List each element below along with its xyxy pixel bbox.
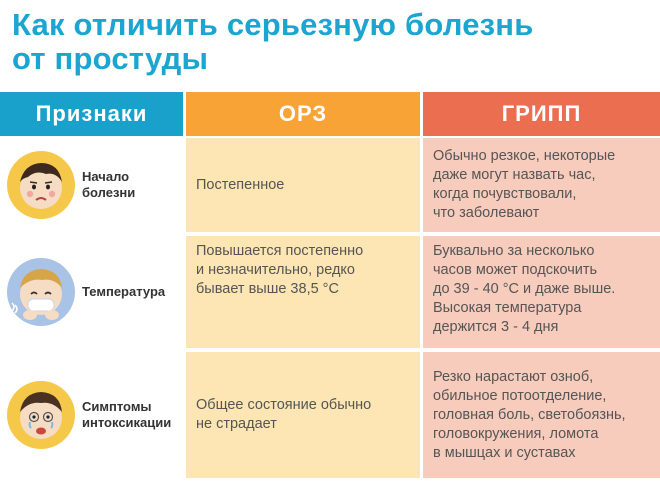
orz-text-line: Общее состояние обычно: [196, 397, 372, 413]
flu-text-line: обильное потоотделение,: [433, 387, 607, 404]
flu-cell: [423, 138, 660, 232]
table-row: [0, 138, 660, 232]
orz-text-line: бывает выше 38,5 °С: [196, 281, 339, 297]
flu-cell: [423, 236, 660, 348]
sign-cell: [0, 236, 183, 348]
comparison-table: [0, 92, 660, 486]
sign-cell: [0, 352, 183, 478]
orz-text-line: не страдает: [196, 416, 277, 432]
flu-text-line: даже могут назвать час,: [433, 167, 596, 183]
table-row: [0, 236, 660, 348]
sign-label: [82, 169, 135, 201]
flu-text-line: что заболевают: [433, 205, 540, 221]
flu-text-line: до 39 - 40 °С и даже выше.: [433, 281, 616, 297]
sign-label-line: Температура: [82, 284, 166, 299]
flu-text-line: головная боль, светобоязнь,: [433, 406, 626, 423]
orz-cell: [186, 352, 420, 478]
sick-child-face-icon: [6, 150, 76, 220]
table-row: [0, 352, 660, 478]
sign-label-line: болезни: [82, 185, 136, 200]
title-line-1: Как отличить серьезную болезнь: [12, 7, 534, 42]
flu-text-line: головокружения, ломота: [433, 425, 599, 442]
flu-text-line: Буквально за несколько: [433, 243, 595, 259]
title-line-2: от простуды: [12, 41, 209, 76]
sign-label-line: Начало: [82, 169, 130, 184]
flu-text-line: в мышцах и суставах: [433, 444, 576, 461]
flu-text-line: Обычно резкое, некоторые: [433, 148, 616, 164]
orz-cell: [186, 138, 420, 232]
flu-cell: [423, 352, 660, 478]
orz-text-line: и незначительно, редко: [196, 262, 355, 278]
sign-label-line: Симптомы: [82, 399, 152, 414]
feverish-child-face-icon: [6, 257, 76, 327]
flu-text-line: часов может подскочить: [433, 262, 598, 278]
orz-text-line: Постепенное: [196, 176, 285, 193]
flu-text-line: держится 3 - 4 дня: [433, 319, 559, 335]
flu-text-line: Резко нарастают озноб,: [433, 368, 594, 385]
flu-text-line: когда почувствовали,: [433, 186, 577, 202]
sign-cell: [0, 138, 183, 232]
page-title: [12, 8, 632, 76]
header-orz: ОРЗ: [186, 92, 420, 136]
crying-child-face-icon: [6, 380, 76, 450]
sign-label: [82, 284, 165, 300]
flu-text-line: Высокая температура: [433, 300, 582, 316]
header-flu: ГРИПП: [423, 92, 660, 136]
orz-text-line: Повышается постепенно: [196, 243, 364, 259]
sign-label: [82, 399, 171, 431]
header-signs: Признаки: [0, 92, 183, 136]
orz-cell: [186, 236, 420, 348]
sign-label-line: интоксикации: [82, 415, 172, 430]
